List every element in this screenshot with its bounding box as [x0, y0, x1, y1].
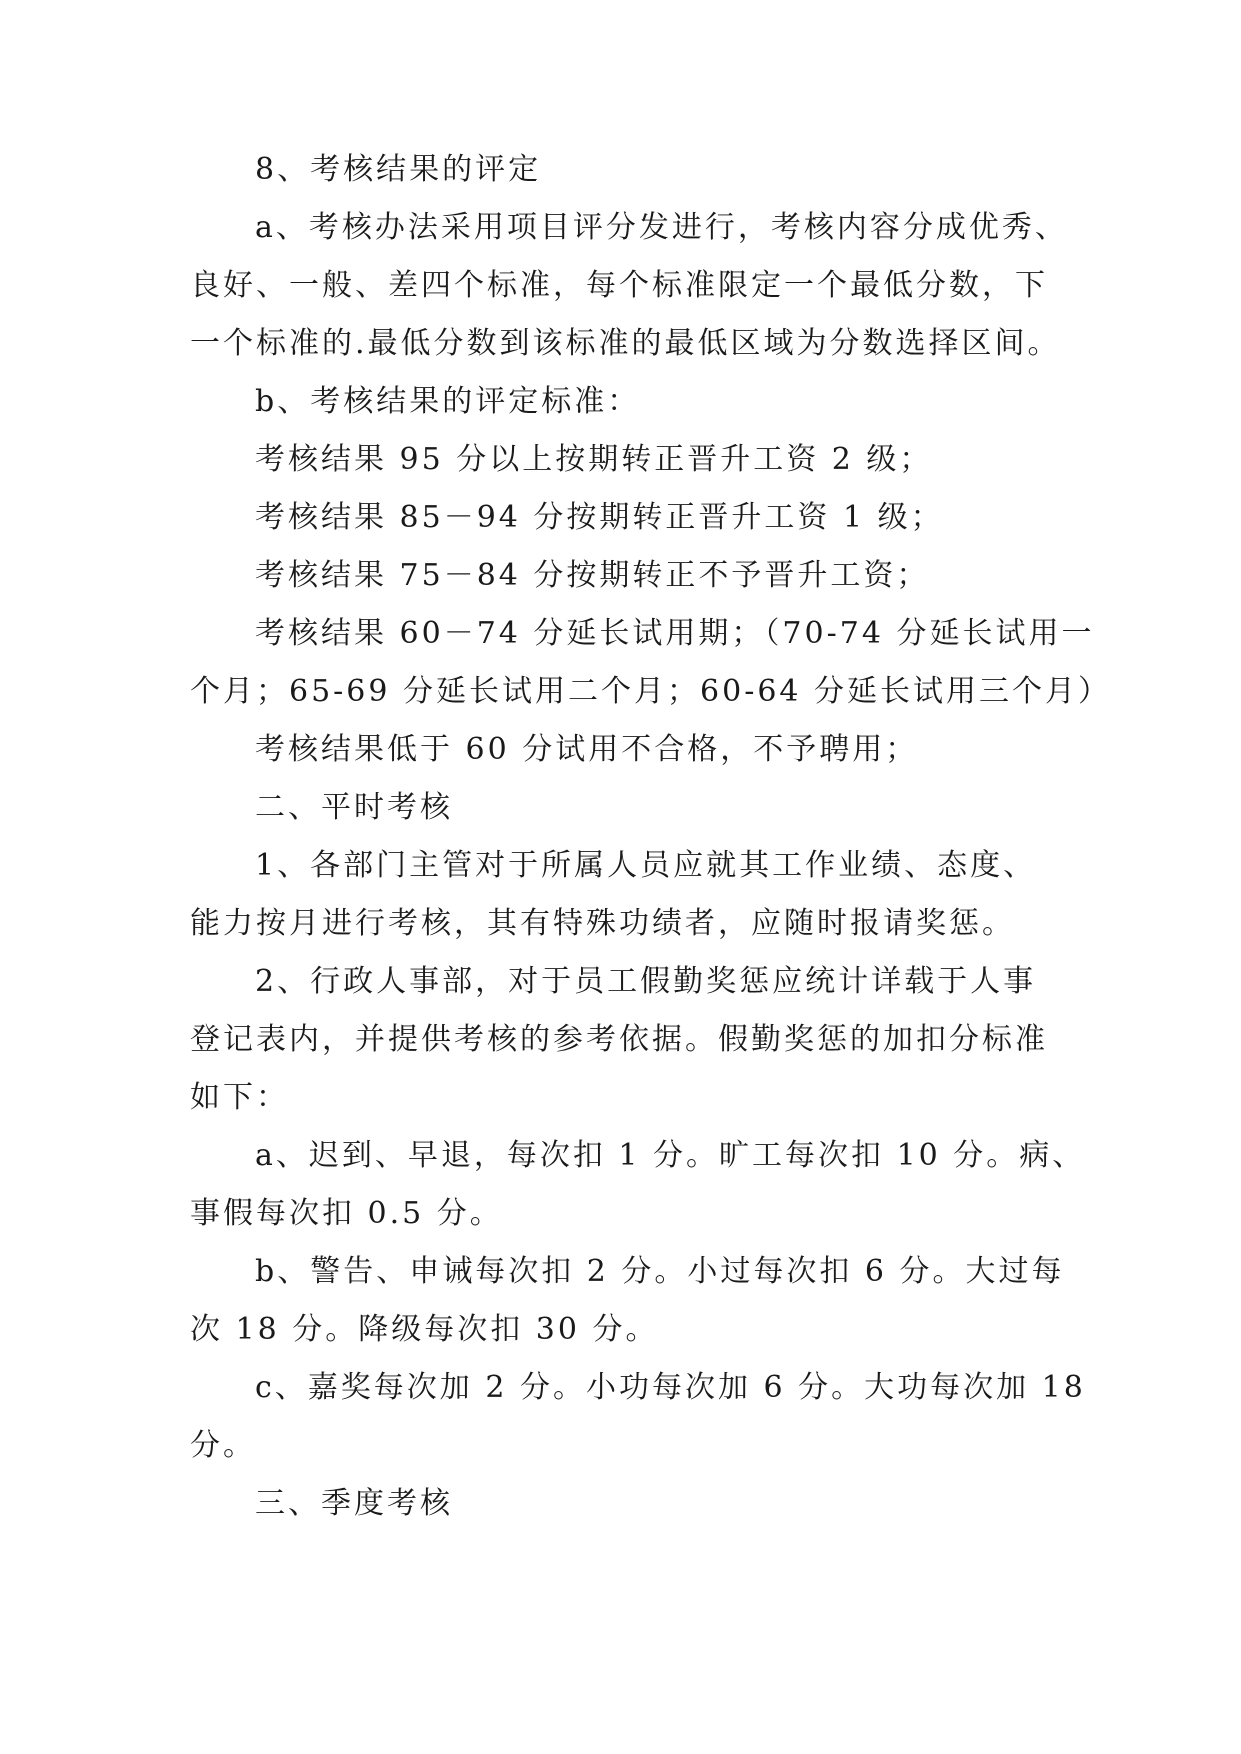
paragraph-line: 2、行政人事部，对于员工假勤奖惩应统计详载于人事 [255, 964, 1037, 999]
section-heading-8: 8、考核结果的评定 [255, 152, 542, 187]
paragraph-line: 考核结果低于 60 分试用不合格，不予聘用； [255, 732, 919, 767]
paragraph-line: c、嘉奖每次加 2 分。小功每次加 6 分。大功每次加 18 [255, 1370, 1086, 1405]
paragraph-line: 考核结果 85－94 分按期转正晋升工资 1 级； [255, 500, 944, 535]
paragraph-line: 良好、一般、差四个标准，每个标准限定一个最低分数，下 [190, 268, 1048, 303]
paragraph-line: a、考核办法采用项目评分发进行，考核内容分成优秀、 [255, 210, 1068, 245]
paragraph-line: 个月；65-69 分延长试用二个月；60-64 分延长试用三个月） [190, 674, 1112, 709]
paragraph-line: 能力按月进行考核，其有特殊功绩者，应随时报请奖惩。 [190, 906, 1015, 941]
paragraph-line: 1、各部门主管对于所属人员应就其工作业绩、态度、 [255, 848, 1037, 883]
paragraph-line: b、考核结果的评定标准： [255, 384, 641, 419]
paragraph-line: 考核结果 95 分以上按期转正晋升工资 2 级； [255, 442, 933, 477]
section-heading-2: 二、平时考核 [255, 790, 453, 825]
paragraph-line: b、警告、申诫每次扣 2 分。小过每次扣 6 分。大过每 [255, 1254, 1065, 1289]
paragraph-line: a、迟到、早退，每次扣 1 分。旷工每次扣 10 分。病、 [255, 1138, 1086, 1173]
paragraph-line: 次 18 分。降级每次扣 30 分。 [190, 1312, 659, 1347]
paragraph-line: 分。 [190, 1428, 256, 1463]
paragraph-line: 如下： [190, 1080, 289, 1115]
section-heading-3: 三、季度考核 [255, 1486, 453, 1521]
paragraph-line: 登记表内，并提供考核的参考依据。假勤奖惩的加扣分标准 [190, 1022, 1048, 1057]
paragraph-line: 一个标准的.最低分数到该标准的最低区域为分数选择区间。 [190, 326, 1061, 361]
paragraph-line: 考核结果 60－74 分延长试用期；（70-74 分延长试用一 [255, 616, 1095, 651]
paragraph-line: 事假每次扣 0.5 分。 [190, 1196, 503, 1231]
paragraph-line: 考核结果 75－84 分按期转正不予晋升工资； [255, 558, 930, 593]
